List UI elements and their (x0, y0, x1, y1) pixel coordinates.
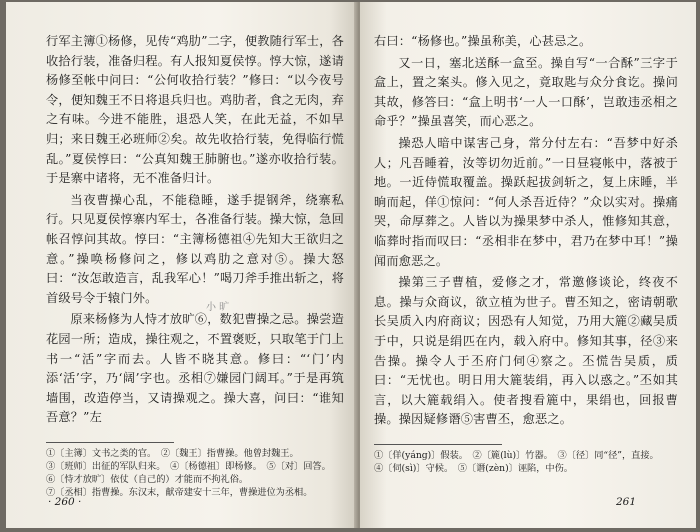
footnote: ①〔主簿〕文书之类的官。 ②〔魏王〕指曹操。他曾封魏王。 (46, 447, 299, 459)
footnote: ⑥〔恃才放旷〕依仗（自己的）才能而不拘礼俗。 (46, 473, 249, 485)
left-page (6, 2, 358, 528)
paragraph: 原来杨修为人恃才放旷⑥，数犯曹操之忌。操尝造花园一所；造成，操往观之，不置褒贬，只取笔于门上书一“活”字而去。人皆不晓其意。修曰：“‘门’内添‘活’字，乃‘阔’字也。丞相⑦嫌园门阔耳。”于是再筑墙围，改造停当，又请操观之。操大喜，问曰：“谁知吾意？”左 (46, 312, 344, 425)
pencil-annotation: 小 旷 (206, 302, 230, 313)
footnotes (46, 447, 344, 499)
book-spread (6, 2, 696, 528)
paragraph: 操第三子曹植，爱修之才，常邀修谈论，终夜不息。操与众商议，欲立植为世子。曹丕知之，密请朝歌长吴质入内府商议；因恐有人知觉，乃用大簏②藏吴质于中，只说是绢匹在内，载入府中。修知其事，径③来告操。操令人于丕府门伺④察之。丕慌告吴质，质曰：“无忧也。明日用大簏装绢，再入以惑之。”丕如其言，以大簏载绢入。使者搜看簏中，果绢也，回报曹操。操因疑修谮⑤害曹丕，愈恶之。 (374, 275, 678, 427)
footnotes (374, 449, 678, 475)
paragraph: 当夜曹操心乱，不能稳睡，遂手提钢斧，绕寨私行。只见夏侯惇寨内军士，各准备行装。操大惊，急回帐召惇问其故。惇曰：“主簿杨德祖④先知大王欲归之意。”操唤杨修问之，修以鸡肋之意对⑤。操大怒曰：“汝怎敢造言，乱我军心！”喝刀斧手推出斩之，将首级号令于辕门外。 (46, 192, 344, 305)
footnote: ④〔伺(sì)〕守候。 ⑤〔谮(zèn)〕诬陷，中伤。 (374, 462, 573, 474)
paragraph: 右曰：“杨修也。”操虽称美，心甚忌之。 (374, 34, 592, 48)
footnote: ⑦〔丞相〕指曹操。东汉末，献帝建安十三年，曹操进位为丞相。 (46, 486, 313, 498)
page-number: 261 (615, 496, 636, 508)
footnote-rule (374, 444, 502, 445)
footnote: ③〔班师〕出征的军队归来。 ④〔杨德祖〕即杨修。 ⑤〔对〕回答。 (46, 460, 331, 472)
page-number: · 260 · (48, 496, 82, 508)
paragraph: 又一日，塞北送酥一盒至。操自写“一合酥”三字于盒上，置之案头。修入见之，竟取匙与众分食讫。操问其故，修答曰：“盒上明书‘一人一口酥’，岂敢违丞相之命乎？”操虽喜笑，而心恶之。 (374, 55, 678, 129)
right-page (360, 2, 696, 528)
paragraph: 行军主簿①杨修，见传“鸡肋”二字，便教随行军士，各收拾行装，准备归程。有人报知夏侯惇。惇大惊，遂请杨修至帐中问曰：“公何收拾行装？”修曰：“以今夜号令，便知魏王不日将退兵归也。鸡肋者，食之无肉，弃之有味。今进不能胜，退恐人笑，在此无益，不如早归；来日魏王必班师②矣。故先收拾行装，免得临行慌乱。”夏侯惇曰：“公真知魏王肺腑也。”遂亦收拾行装。于是寨中诸将，无不准备归计。 (46, 34, 344, 186)
footnote-rule (46, 442, 174, 443)
footnote: ①〔佯(yáng)〕假装。 ②〔簏(lù)〕竹器。 ③〔径〕同“径”，直接。 (374, 449, 659, 461)
paragraph: 操恐人暗中谋害己身，常分付左右：“吾梦中好杀人；凡吾睡着，汝等切勿近前。”一日昼寝帐中，落被于地。一近侍慌取覆盖。操跃起拔剑斩之，复上床睡，半晌而起，佯①惊问：“何人杀吾近侍？”众以实对。操痛哭，命厚葬之。人皆以为操果梦中杀人，惟修知其意，临葬时指而叹曰：“丞相非在梦中，君乃在梦中耳！”操闻而愈恶之。 (374, 135, 678, 268)
